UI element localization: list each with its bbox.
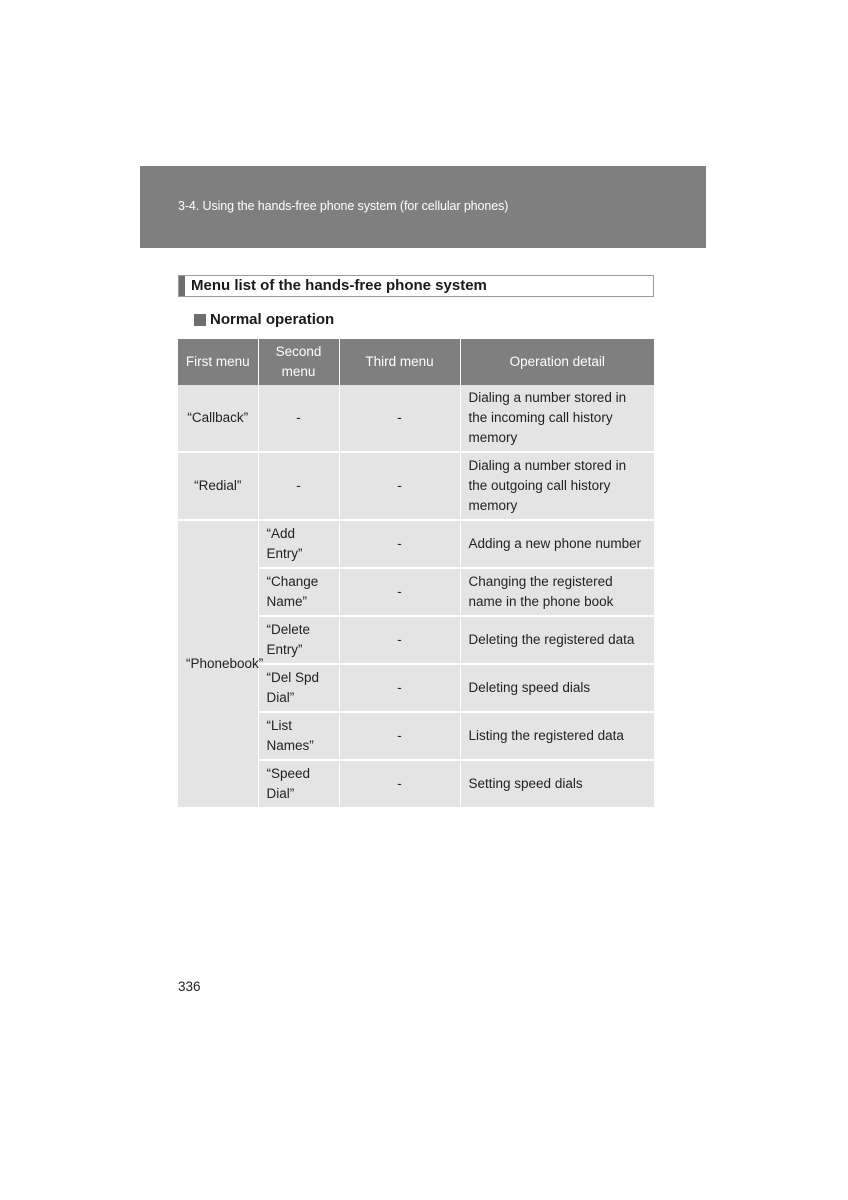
second-menu-cell: “Del Spd Dial” [258,664,339,712]
second-menu-cell: “Speed Dial” [258,760,339,808]
table-row [178,520,654,568]
header-operation-detail: Operation detail [460,339,654,385]
third-menu-cell: - [339,520,460,568]
operation-detail-cell: Deleting the registered data [460,616,654,664]
operation-detail-cell: Changing the registered name in the phone book [460,568,654,616]
operation-detail-cell: Adding a new phone number [460,520,654,568]
second-menu-cell: “List Names” [258,712,339,760]
page-number: 336 [178,979,201,994]
subheading-text: Normal operation [210,311,335,328]
section-title-box [178,275,654,297]
header-third-menu: Third menu [339,339,460,385]
section-title: Menu list of the hands-free phone system [191,277,487,294]
second-menu-cell: “Add Entry” [258,520,339,568]
third-menu-cell: - [339,452,460,520]
operation-detail-cell: Dialing a number stored in the outgoing call history memory [460,452,654,520]
subheading [194,311,334,328]
operation-detail-cell: Listing the registered data [460,712,654,760]
chapter-header-band [140,166,706,248]
third-menu-cell: - [339,616,460,664]
second-menu-cell: - [258,452,339,520]
header-second-menu: Second menu [258,339,339,385]
third-menu-cell: - [339,385,460,452]
square-bullet-icon [194,314,206,326]
second-menu-cell: “Delete Entry” [258,616,339,664]
first-menu-cell: “Callback” [178,385,258,452]
third-menu-cell: - [339,664,460,712]
first-menu-cell: “Redial” [178,452,258,520]
operation-detail-cell: Deleting speed dials [460,664,654,712]
third-menu-cell: - [339,568,460,616]
table-header-row [178,339,654,385]
third-menu-cell: - [339,712,460,760]
second-menu-cell: “Change Name” [258,568,339,616]
table-row [178,385,654,452]
chapter-header-title: 3-4. Using the hands-free phone system (for cellular phones) [178,199,509,213]
third-menu-cell: - [339,760,460,808]
operation-detail-cell: Setting speed dials [460,760,654,808]
menu-table [178,339,654,809]
table-row [178,452,654,520]
header-first-menu: First menu [178,339,258,385]
section-title-marker [179,276,185,296]
first-menu-cell: “Phonebook” [178,520,258,808]
second-menu-cell: - [258,385,339,452]
operation-detail-cell: Dialing a number stored in the incoming call history memory [460,385,654,452]
